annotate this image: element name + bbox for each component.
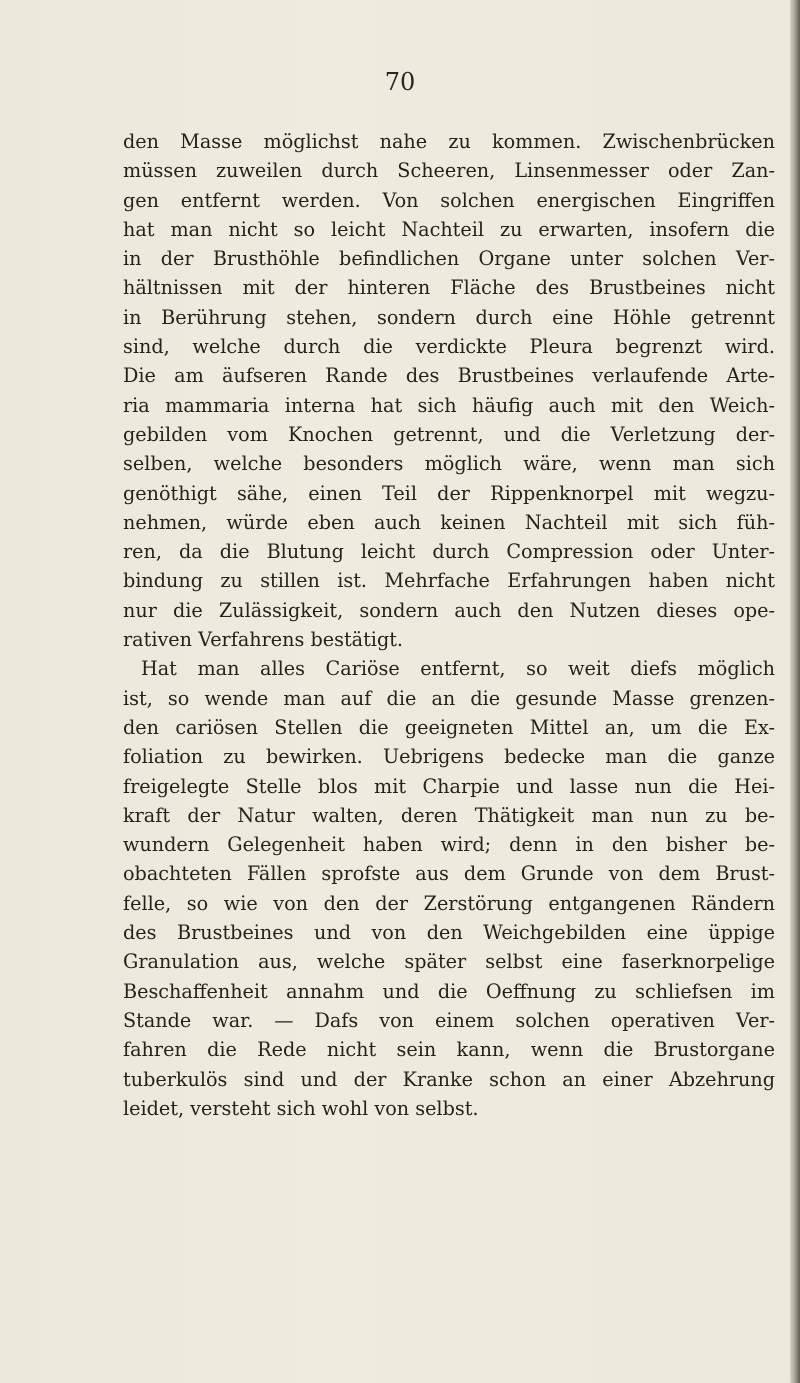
text-line: bindung zu stillen ist. Mehrfache Erfahrungen haben nicht bbox=[123, 569, 775, 593]
text-line: Stande war. — Dafs von einem solchen operativen Ver- bbox=[123, 1008, 775, 1032]
text-line: freigelegte Stelle blos mit Charpie und lasse nun die Hei- bbox=[123, 774, 775, 798]
page-number: 70 bbox=[384, 68, 416, 96]
text-line: obachteten Fällen sprofste aus dem Grunde von dem Brust- bbox=[123, 862, 775, 886]
text-line: den Masse möglichst nahe zu kommen. Zwischenbrücken bbox=[123, 130, 775, 153]
text-line: ren, da die Blutung leicht durch Compression oder Unter- bbox=[123, 540, 775, 564]
text-line: ria mammaria interna hat sich häufig auch mit den Weich- bbox=[123, 393, 775, 417]
text-line: leidet, versteht sich wohl von selbst. bbox=[123, 1096, 479, 1120]
text-line: Hat man alles Cariöse entfernt, so weit diefs möglich bbox=[141, 657, 775, 681]
text-line: Granulation aus, welche später selbst eine faserknorpelige bbox=[123, 950, 775, 974]
text-line: hältnissen mit der hinteren Fläche des Brustbeines nicht bbox=[123, 276, 775, 300]
text-line: gebilden vom Knochen getrennt, und die Verletzung der- bbox=[123, 422, 775, 446]
text-line: selben, welche besonders möglich wäre, wenn man sich bbox=[123, 452, 775, 476]
body-text bbox=[123, 127, 775, 1123]
text-line: tuberkulös sind und der Kranke schon an einer Abzehrung bbox=[123, 1067, 775, 1091]
text-line: kraft der Natur walten, deren Thätigkeit man nun zu be- bbox=[123, 803, 775, 827]
text-line: nur die Zulässigkeit, sondern auch den Nutzen dieses ope- bbox=[123, 598, 775, 622]
text-line: des Brustbeines und von den Weichgebilden eine üppige bbox=[123, 921, 775, 945]
text-line: fahren die Rede nicht sein kann, wenn die Brustorgane bbox=[123, 1038, 775, 1062]
text-line: rativen Verfahrens bestätigt. bbox=[123, 628, 404, 652]
text-line: müssen zuweilen durch Scheeren, Linsenmesser oder Zan- bbox=[123, 159, 775, 183]
text-line: foliation zu bewirken. Uebrigens bedecke man die ganze bbox=[123, 745, 775, 769]
text-line: Die am äufseren Rande des Brustbeines verlaufende Arte- bbox=[123, 364, 775, 388]
text-line: gen entfernt werden. Von solchen energischen Eingriffen bbox=[123, 188, 775, 212]
text-line: sind, welche durch die verdickte Pleura begrenzt wird. bbox=[123, 335, 775, 359]
text-line: ist, so wende man auf die an die gesunde Masse grenzen- bbox=[123, 686, 775, 710]
text-line: hat man nicht so leicht Nachteil zu erwarten, insofern die bbox=[123, 217, 775, 241]
text-line: in Berührung stehen, sondern durch eine Höhle getrennt bbox=[123, 305, 775, 329]
text-line: genöthigt sähe, einen Teil der Rippenknorpel mit wegzu- bbox=[123, 481, 775, 505]
text-line: nehmen, würde eben auch keinen Nachteil mit sich füh- bbox=[123, 510, 775, 534]
text-line: felle, so wie von den der Zerstörung entgangenen Rändern bbox=[123, 891, 775, 915]
text-line: wundern Gelegenheit haben wird; denn in den bisher be- bbox=[123, 833, 775, 857]
text-line: in der Brusthöhle befindlichen Organe unter solchen Ver- bbox=[123, 247, 775, 271]
text-line: den cariösen Stellen die geeigneten Mittel an, um die Ex- bbox=[123, 715, 775, 739]
text-line: Beschaffenheit annahm und die Oeffnung zu schliefsen im bbox=[123, 979, 775, 1003]
page-edge-shadow bbox=[790, 0, 800, 1383]
